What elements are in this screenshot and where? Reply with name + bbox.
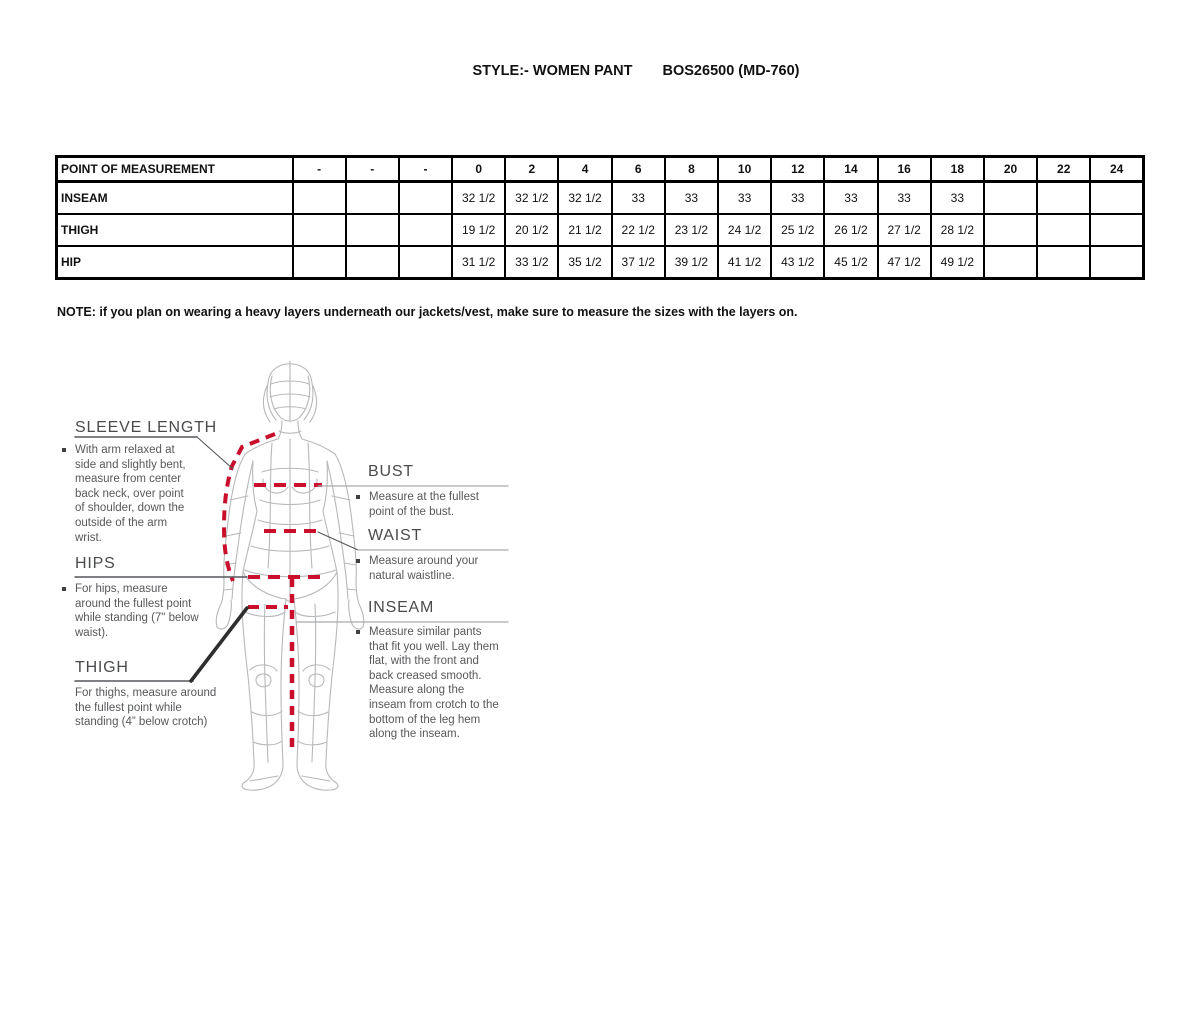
measurement-cell: 22 1/2 xyxy=(612,214,665,246)
size-column-header: 14 xyxy=(824,157,877,182)
measurement-cell: 32 1/2 xyxy=(558,182,611,215)
heading-sleeve-length: SLEEVE LENGTH xyxy=(75,419,218,436)
measurement-cell: 45 1/2 xyxy=(824,246,877,279)
size-column-header: 24 xyxy=(1090,157,1143,182)
measurement-cell: 20 1/2 xyxy=(505,214,558,246)
desc-thigh: For thighs, measure around the fullest point while standing (4” below crotch) xyxy=(75,687,217,729)
point-of-measurement-header: POINT OF MEASUREMENT xyxy=(57,157,293,182)
measurement-cell: 33 xyxy=(612,182,665,215)
heading-thigh: THIGH xyxy=(75,659,129,676)
row-label: THIGH xyxy=(57,214,293,246)
measurement-cell: 23 1/2 xyxy=(665,214,718,246)
style-name: STYLE:- WOMEN PANT xyxy=(472,63,633,79)
measurement-cell: 37 1/2 xyxy=(612,246,665,279)
size-column-header: 22 xyxy=(1037,157,1090,182)
measurement-cell: 49 1/2 xyxy=(931,246,984,279)
measurement-cell: 26 1/2 xyxy=(824,214,877,246)
size-column-header: 6 xyxy=(612,157,665,182)
size-column-header: - xyxy=(293,157,346,182)
heading-bust: BUST xyxy=(368,463,414,480)
sleeve-measure-line xyxy=(224,434,275,581)
size-column-header: 10 xyxy=(718,157,771,182)
size-column-header: 4 xyxy=(558,157,611,182)
measurement-cell: 28 1/2 xyxy=(931,214,984,246)
row-label: INSEAM xyxy=(57,182,293,215)
size-column-header: 18 xyxy=(931,157,984,182)
measurement-cell: 47 1/2 xyxy=(878,246,931,279)
note-text: NOTE: if you plan on wearing a heavy layers underneath our jackets/vest, make sure to measure the sizes with the layers on. xyxy=(57,305,798,319)
measurement-cell: 31 1/2 xyxy=(452,246,505,279)
bullet-icon xyxy=(356,559,360,563)
sleeve-pointer-line xyxy=(197,437,233,469)
heading-hips: HIPS xyxy=(75,555,116,572)
size-column-header: 8 xyxy=(665,157,718,182)
bullet-icon xyxy=(356,630,360,634)
size-column-header: 2 xyxy=(505,157,558,182)
measurement-cell: 33 xyxy=(931,182,984,215)
measurement-cell: 27 1/2 xyxy=(878,214,931,246)
desc-inseam: Measure similar pants that fit you well. Lay them flat, with the front and back creased smooth. Measure along the inseam from crotch to the bottom of the leg hem along the inseam. xyxy=(356,625,504,742)
measurement-cell: 39 1/2 xyxy=(665,246,718,279)
desc-waist: Measure around your natural waistline. xyxy=(356,554,489,583)
measurement-cell: 33 xyxy=(665,182,718,215)
heading-waist: WAIST xyxy=(368,527,423,544)
size-column-header: 12 xyxy=(771,157,824,182)
bullet-icon xyxy=(62,587,66,591)
measurement-cell: 21 1/2 xyxy=(558,214,611,246)
measurement-cell: 41 1/2 xyxy=(718,246,771,279)
desc-hips: For hips, measure around the fullest point while standing (7" below waist). xyxy=(62,582,204,640)
size-column-header: 0 xyxy=(452,157,505,182)
bullet-icon xyxy=(356,495,360,499)
row-label: HIP xyxy=(57,246,293,279)
bullet-icon xyxy=(62,448,66,452)
measurement-cell: 32 1/2 xyxy=(505,182,558,215)
measurement-cell: 19 1/2 xyxy=(452,214,505,246)
measurement-cell: 43 1/2 xyxy=(771,246,824,279)
measurement-cell: 33 xyxy=(878,182,931,215)
measurement-cell: 24 1/2 xyxy=(718,214,771,246)
desc-bust: Measure at the fullest point of the bust. xyxy=(356,490,491,519)
measurement-cell: 35 1/2 xyxy=(558,246,611,279)
measurement-cell: 33 1/2 xyxy=(505,246,558,279)
size-column-header: - xyxy=(346,157,399,182)
measurement-cell: 33 xyxy=(824,182,877,215)
measurement-cell: 32 1/2 xyxy=(452,182,505,215)
size-column-header: 16 xyxy=(878,157,931,182)
measurement-cell: 33 xyxy=(718,182,771,215)
size-column-header: - xyxy=(399,157,452,182)
size-column-header: 20 xyxy=(984,157,1037,182)
measurement-cell: 33 xyxy=(771,182,824,215)
style-code: BOS26500 (MD-760) xyxy=(662,63,800,79)
heading-inseam: INSEAM xyxy=(368,599,435,616)
desc-sleeve-length: With arm relaxed at side and slightly bent, measure from center back neck, over point of shoulder, down the outside of the arm wrist. xyxy=(62,443,202,545)
measurement-cell: 25 1/2 xyxy=(771,214,824,246)
